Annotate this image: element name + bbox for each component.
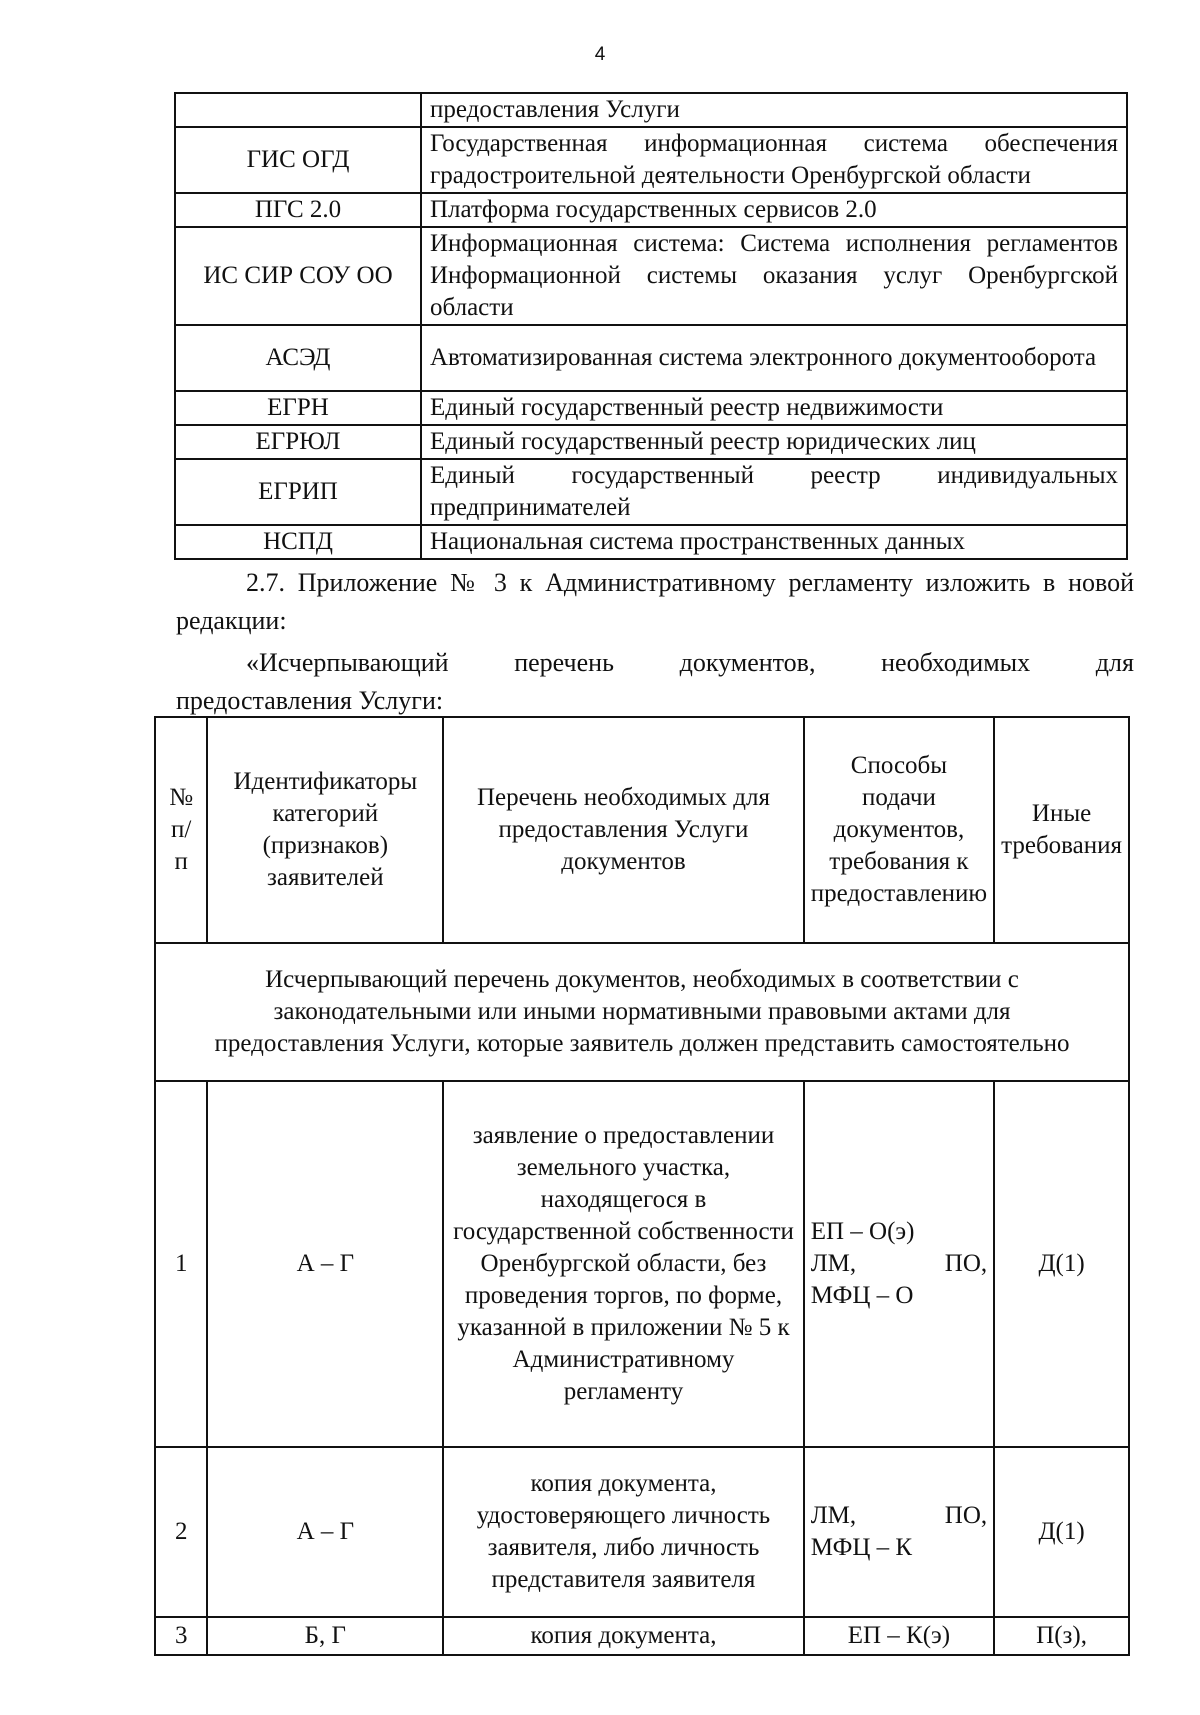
abbreviation-row <box>175 459 1127 525</box>
abbreviation-code: ПГС 2.0 <box>175 193 421 227</box>
way-item: ЛМ, <box>810 1250 857 1277</box>
header-submission-ways: Способы подачи документов, требования к предоставлению <box>804 717 994 943</box>
abbreviation-text: Единый государственный реестр юридических лиц <box>421 425 1127 459</box>
row-other-requirements: Д(1) <box>994 1447 1129 1617</box>
row-submission-ways <box>804 1081 994 1447</box>
paragraph-2-7-text: 2.7. Приложение № 3 к Административному регламенту изложить в новой редакции: <box>176 568 1134 635</box>
abbreviation-text: Единый государственный реестр индивидуальных предпринимателей <box>421 459 1127 525</box>
table-row <box>155 1081 1129 1447</box>
way-line <box>811 1500 987 1532</box>
way-item: ЕП – О(э) <box>810 1218 915 1245</box>
row-categories: А – Г <box>207 1447 443 1617</box>
row-number: 1 <box>155 1081 207 1447</box>
abbreviation-code: ГИС ОГД <box>175 127 421 193</box>
row-submission-ways <box>804 1617 994 1655</box>
abbreviation-code: АСЭД <box>175 325 421 391</box>
row-categories: Б, Г <box>207 1617 443 1655</box>
abbreviation-code: ИС СИР СОУ ОО <box>175 227 421 325</box>
list-intro-word: для <box>1095 648 1134 677</box>
row-document: копия документа, удостоверяющего личность заявителя, либо личность представителя заявителя <box>443 1447 803 1617</box>
abbreviation-text: Информационная система: Система исполнения регламентов Информационной системы оказания услуг Оренбургской области <box>421 227 1127 325</box>
table-header-row <box>155 717 1129 943</box>
abbreviation-row <box>175 93 1127 127</box>
abbreviation-text: Платформа государственных сервисов 2.0 <box>421 193 1127 227</box>
way-line <box>811 1248 987 1280</box>
row-document: копия документа, <box>443 1617 803 1655</box>
row-other-requirements: П(з), <box>994 1617 1129 1655</box>
section-title: Исчерпывающий перечень документов, необходимых в соответствии с законодательными или иными нормативными правовыми актами для предоставления Услуги, которые заявитель должен представить самостоятельно <box>155 943 1129 1081</box>
abbreviation-row <box>175 391 1127 425</box>
table-row <box>155 1617 1129 1655</box>
list-intro-word: необходимых <box>881 648 1031 677</box>
abbreviation-code: ЕГРЮЛ <box>175 425 421 459</box>
abbreviation-code: ЕГРН <box>175 391 421 425</box>
way-item: МФЦ – О <box>810 1282 914 1309</box>
list-intro-word: перечень <box>514 648 614 677</box>
abbreviation-text: Государственная информационная система обеспечения градостроительной деятельности Оренбургской области <box>421 127 1127 193</box>
way-item: ЕП – К(э) <box>847 1622 951 1649</box>
section-title-row <box>155 943 1129 1081</box>
abbreviation-row <box>175 227 1127 325</box>
abbreviation-row <box>175 425 1127 459</box>
abbreviation-row <box>175 193 1127 227</box>
abbreviation-text: Единый государственный реестр недвижимости <box>421 391 1127 425</box>
way-item: ЛМ, <box>810 1502 857 1529</box>
header-number: № п/ п <box>155 717 207 943</box>
way-item: ПО, <box>944 1502 988 1529</box>
abbreviation-text: Национальная система пространственных данных <box>421 525 1127 559</box>
row-number: 3 <box>155 1617 207 1655</box>
page-number: 4 <box>594 44 606 65</box>
row-number: 2 <box>155 1447 207 1617</box>
abbreviation-code <box>175 93 421 127</box>
abbreviation-code: НСПД <box>175 525 421 559</box>
list-intro-word: «Исчерпывающий <box>246 648 449 677</box>
header-categories: Идентификаторы категорий (признаков) заявителей <box>207 717 443 943</box>
list-intro-continuation: предоставления Услуги: <box>176 686 444 715</box>
abbreviation-row <box>175 525 1127 559</box>
abbreviation-text: предоставления Услуги <box>421 93 1127 127</box>
abbreviation-text: Автоматизированная система электронного документооборота <box>421 325 1127 391</box>
row-categories: А – Г <box>207 1081 443 1447</box>
header-documents: Перечень необходимых для предоставления Услуги документов <box>443 717 803 943</box>
abbreviation-code: ЕГРИП <box>175 459 421 525</box>
row-other-requirements: Д(1) <box>994 1081 1129 1447</box>
way-item: ПО, <box>944 1250 988 1277</box>
row-document: заявление о предоставлении земельного участка, находящегося в государственной собственности Оренбургской области, без проведения торгов, по форме, указанной в приложении № 5 к Административному регламенту <box>443 1081 803 1447</box>
paragraph-2-7 <box>176 564 1134 640</box>
list-intro-word: документов, <box>679 648 816 677</box>
abbreviation-row <box>175 325 1127 391</box>
table-row <box>155 1447 1129 1617</box>
documents-table <box>154 716 1130 1656</box>
abbreviation-row <box>175 127 1127 193</box>
list-intro <box>176 644 1134 720</box>
row-submission-ways <box>804 1447 994 1617</box>
way-item: МФЦ – К <box>810 1534 913 1561</box>
header-other-requirements: Иные требования <box>994 717 1129 943</box>
list-intro-line <box>176 644 1134 682</box>
abbreviations-table <box>174 92 1128 560</box>
